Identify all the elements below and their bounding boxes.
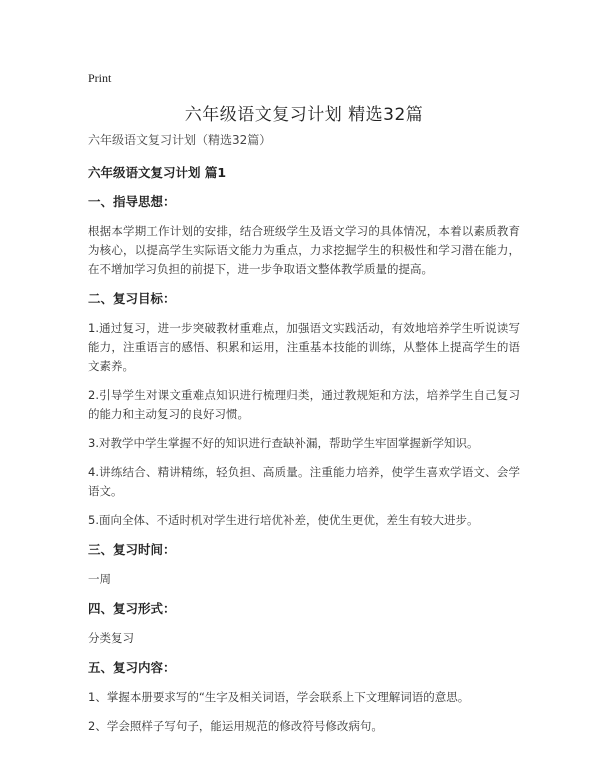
section-heading: 二、复习目标： xyxy=(88,291,176,306)
section-title: 六年级语文复习计划 篇1 xyxy=(88,165,227,180)
section-review-form xyxy=(88,601,520,648)
paragraph: 1.通过复习，进一步突破教材重难点，加强语文实践活动，有效地培养学生听说读写能力，注重语言的感悟、积累和运用，注重基本技能的训练，从整体上提高学生的语文素养。 xyxy=(88,321,520,373)
document-body xyxy=(88,132,520,746)
paragraph: 3.对教学中学生掌握不好的知识进行查缺补漏，帮助学生牢固掌握新学知识。 xyxy=(88,436,479,450)
paragraph: 根据本学期工作计划的安排，结合班级学生及语文学习的具体情况，本着以素质教育为核心，以提高学生实际语文能力为重点，力求挖掘学生的积极性和学习潜在能力，在不增加学习负担的前提下，进一步争取语文整体教学质量的提高。 xyxy=(88,224,520,276)
section-review-content xyxy=(88,660,520,736)
paragraph: 4.讲练结合、精讲精练，轻负担、高质量。注重能力培养，使学生喜欢学语文、会学语文。 xyxy=(88,465,520,498)
paragraph: 5.面向全体、不适时机对学生进行培优补差，使优生更优，差生有较大进步。 xyxy=(88,513,479,527)
paragraph: 2.引导学生对课文重难点知识进行梳理归类，通过教规矩和方法，培养学生自己复习的能力和主动复习的良好习惯。 xyxy=(88,388,520,421)
section-guiding-thought xyxy=(88,194,520,279)
paragraph: 1、掌握本册要求写的“生字及相关词语，学会联系上下文理解词语的意思。 xyxy=(88,690,470,704)
document-subtitle: 六年级语文复习计划（精选32篇） xyxy=(88,133,272,147)
paragraph: 2、学会照样子写句子，能运用规范的修改符号修改病句。 xyxy=(88,719,383,733)
section-heading: 五、复习内容： xyxy=(88,660,176,675)
section-review-time xyxy=(88,542,520,589)
section-heading: 一、指导思想： xyxy=(88,194,176,209)
print-label[interactable]: Print xyxy=(88,71,112,85)
paragraph: 一周 xyxy=(88,572,111,586)
section-heading: 三、复习时间： xyxy=(88,542,176,557)
section-review-goals xyxy=(88,291,520,530)
paragraph: 分类复习 xyxy=(88,631,134,645)
document-title: 六年级语文复习计划 精选32篇 xyxy=(184,105,424,125)
section-heading: 四、复习形式： xyxy=(88,601,176,616)
